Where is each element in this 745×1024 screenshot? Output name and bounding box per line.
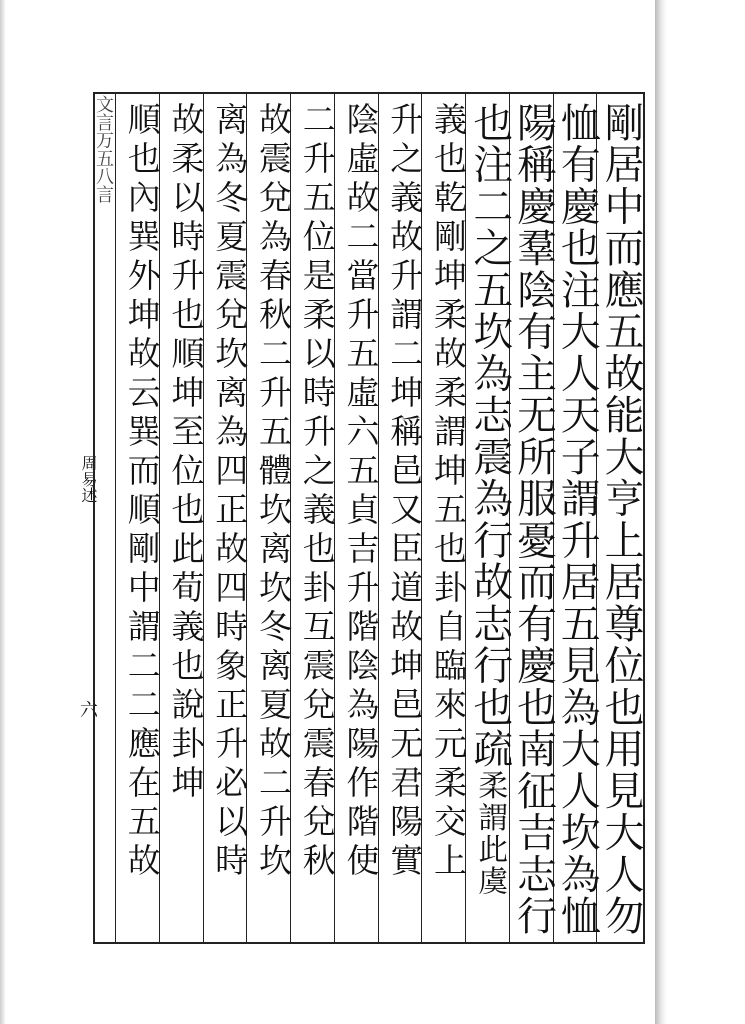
column-rule bbox=[115, 94, 116, 942]
text-column-5: 義也乾剛坤柔故柔謂坤五也卦自臨來元柔交上 bbox=[429, 102, 468, 882]
page-edge-shadow-left bbox=[0, 0, 6, 1024]
text-segment: 此荀義也說卦坤 bbox=[166, 531, 206, 804]
text-segment: 也 bbox=[466, 102, 513, 144]
text-column-9: 故震兌為春秋二升五體坎离坎冬离夏故二升坎 bbox=[254, 102, 293, 882]
text-column-8: 二升五位是柔以時升之義也卦互震兌震春兌秋 bbox=[297, 102, 337, 882]
text-segment: 大人天子謂升居五見為大人坎為恤 bbox=[554, 310, 601, 937]
text-column-11 bbox=[159, 102, 206, 934]
annotation-marker: 注 bbox=[466, 143, 513, 186]
book-title-label: 周易述 bbox=[79, 455, 98, 503]
page-edge-shadow bbox=[655, 0, 667, 1024]
text-column-3 bbox=[509, 102, 557, 937]
margin-fragment-strip: 文言万五八言 bbox=[93, 95, 114, 203]
text-segment: 二之五坎為志震為行故志行也 bbox=[466, 185, 513, 729]
text-column-7: 陰虛故二當升五虛六五貞吉升階陰為陽作階使 bbox=[341, 102, 381, 882]
text-segment: 陽稱慶羣陰有主无所服憂而有慶也 bbox=[510, 102, 557, 729]
text-column-2 bbox=[553, 102, 601, 937]
annotation-marker: 注 bbox=[554, 269, 601, 311]
text-column-12: 順也內巽外坤故云巽而順剛中謂二二應在五故 bbox=[122, 102, 162, 882]
annotation-marker: 疏 bbox=[466, 728, 513, 770]
text-column-6: 升之義故升謂二坤稱邑又臣道故坤邑无君陽實 bbox=[385, 102, 425, 882]
text-segment: 順坤至位也 bbox=[166, 336, 206, 531]
text-segment: 柔謂 bbox=[472, 770, 508, 834]
text-column-10: 离為冬夏震兌坎离為四正故四時象正升必以時 bbox=[210, 102, 250, 882]
text-segment: 恤有慶也 bbox=[554, 102, 601, 269]
text-column-1: 剛居中而應五故能大亨上居尊位也用見大人勿 bbox=[598, 102, 644, 937]
text-column-4 bbox=[465, 102, 513, 934]
text-segment: 故柔以時升也 bbox=[166, 102, 206, 336]
text-segment: 南征吉志行 bbox=[510, 728, 557, 937]
text-segment: 此虞 bbox=[472, 833, 508, 897]
page-number: 六 bbox=[77, 700, 98, 718]
text-frame bbox=[93, 92, 645, 944]
